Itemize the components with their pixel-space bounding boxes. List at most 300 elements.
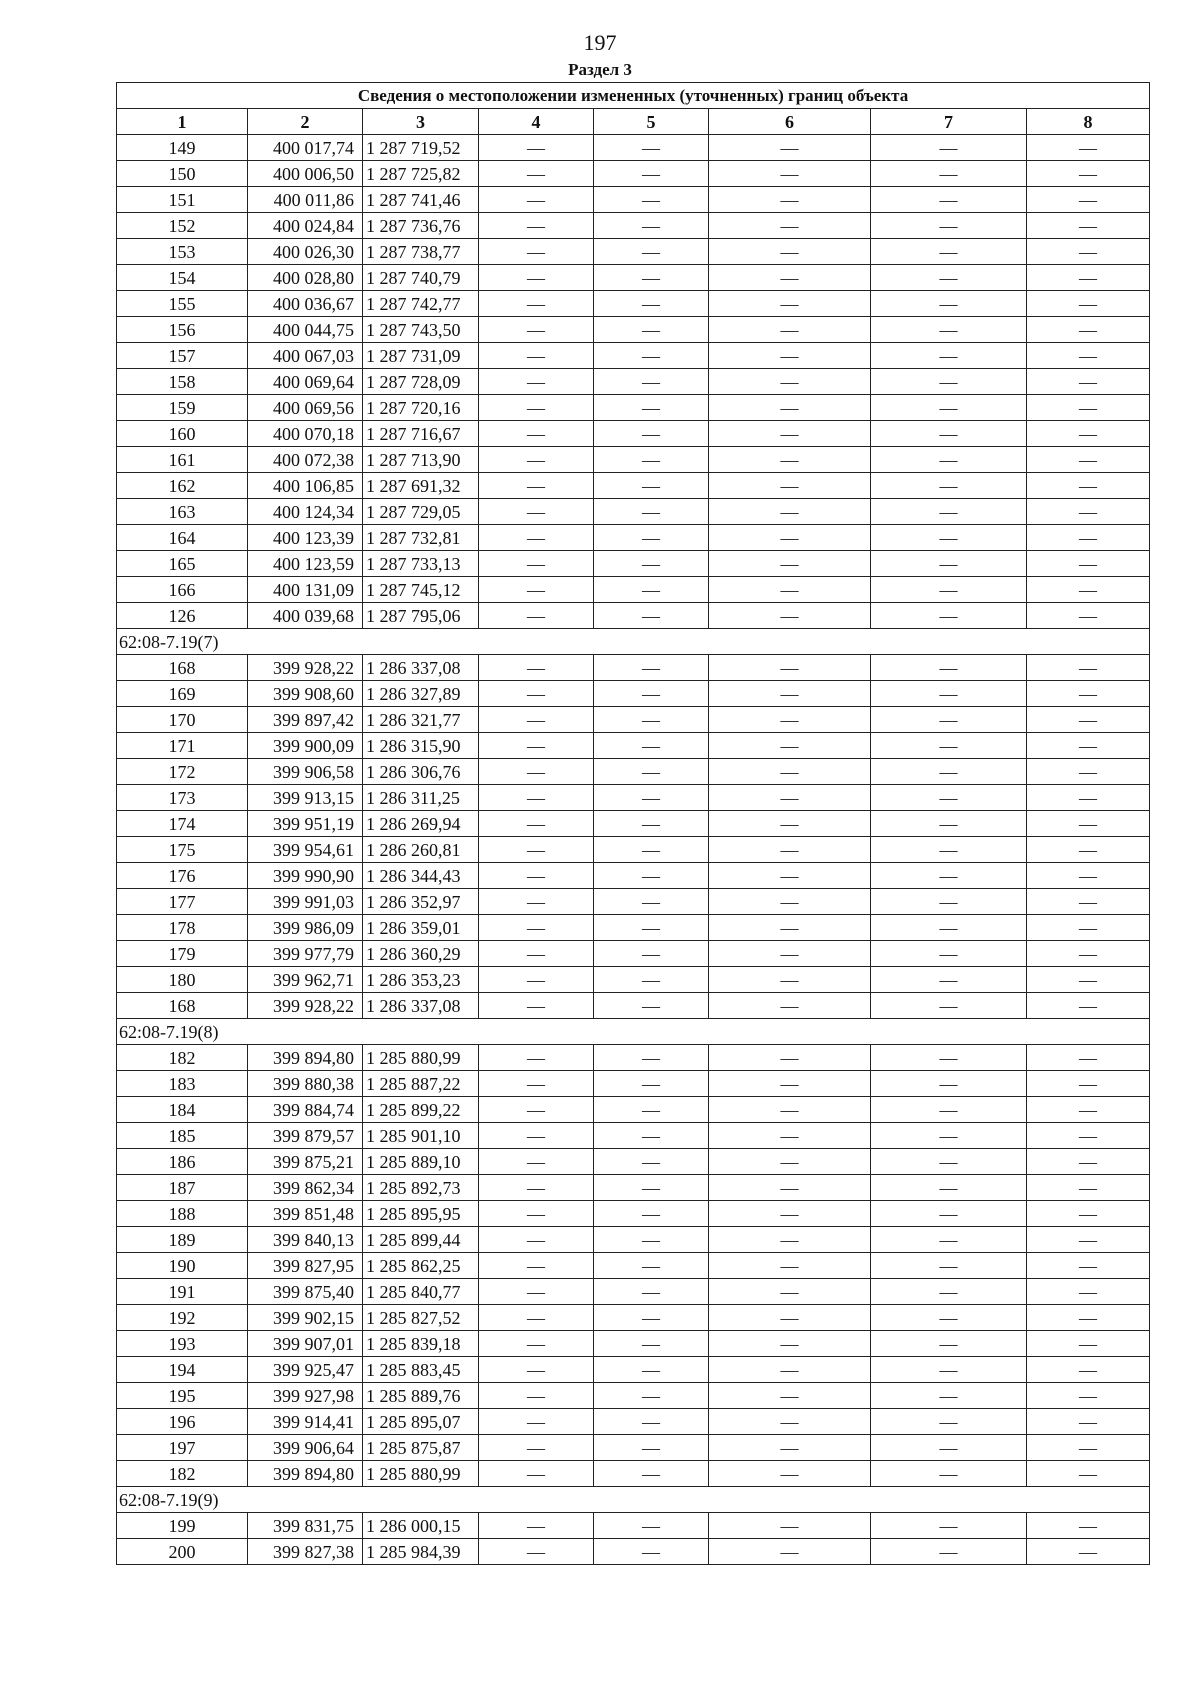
y-coordinate-cell: 1 287 742,77 bbox=[363, 291, 479, 317]
y-coordinate-cell: 1 286 344,43 bbox=[363, 863, 479, 889]
x-coordinate-cell: 399 894,80 bbox=[248, 1461, 363, 1487]
y-coordinate-cell: 1 287 731,09 bbox=[363, 343, 479, 369]
x-coordinate-cell: 400 006,50 bbox=[248, 161, 363, 187]
empty-value-cell: — bbox=[479, 1435, 594, 1461]
empty-value-cell: — bbox=[871, 265, 1027, 291]
y-coordinate-cell: 1 285 984,39 bbox=[363, 1539, 479, 1565]
x-coordinate-cell: 399 862,34 bbox=[248, 1175, 363, 1201]
empty-value-cell: — bbox=[594, 1175, 709, 1201]
empty-value-cell: — bbox=[1027, 837, 1150, 863]
empty-value-cell: — bbox=[479, 941, 594, 967]
y-coordinate-cell: 1 287 720,16 bbox=[363, 395, 479, 421]
group-label: 62:08-7.19(9) bbox=[117, 1487, 1150, 1513]
x-coordinate-cell: 399 827,38 bbox=[248, 1539, 363, 1565]
empty-value-cell: — bbox=[479, 1357, 594, 1383]
empty-value-cell: — bbox=[871, 1305, 1027, 1331]
table-row bbox=[117, 1253, 1150, 1279]
empty-value-cell: — bbox=[1027, 1383, 1150, 1409]
empty-value-cell: — bbox=[709, 1409, 871, 1435]
empty-value-cell: — bbox=[1027, 187, 1150, 213]
point-number-cell: 184 bbox=[117, 1097, 248, 1123]
empty-value-cell: — bbox=[871, 213, 1027, 239]
empty-value-cell: — bbox=[1027, 1461, 1150, 1487]
empty-value-cell: — bbox=[594, 603, 709, 629]
table-row bbox=[117, 1045, 1150, 1071]
point-number-cell: 182 bbox=[117, 1461, 248, 1487]
x-coordinate-cell: 400 106,85 bbox=[248, 473, 363, 499]
x-coordinate-cell: 399 897,42 bbox=[248, 707, 363, 733]
empty-value-cell: — bbox=[1027, 1201, 1150, 1227]
empty-value-cell: — bbox=[594, 681, 709, 707]
empty-value-cell: — bbox=[1027, 1409, 1150, 1435]
empty-value-cell: — bbox=[871, 1175, 1027, 1201]
group-row bbox=[117, 1487, 1150, 1513]
y-coordinate-cell: 1 285 889,10 bbox=[363, 1149, 479, 1175]
empty-value-cell: — bbox=[709, 161, 871, 187]
table-row bbox=[117, 1383, 1150, 1409]
empty-value-cell: — bbox=[871, 1149, 1027, 1175]
empty-value-cell: — bbox=[594, 213, 709, 239]
y-coordinate-cell: 1 285 883,45 bbox=[363, 1357, 479, 1383]
empty-value-cell: — bbox=[1027, 1357, 1150, 1383]
point-number-cell: 174 bbox=[117, 811, 248, 837]
point-number-cell: 177 bbox=[117, 889, 248, 915]
empty-value-cell: — bbox=[594, 1305, 709, 1331]
table-row bbox=[117, 369, 1150, 395]
table-row bbox=[117, 1201, 1150, 1227]
table-row bbox=[117, 603, 1150, 629]
empty-value-cell: — bbox=[594, 941, 709, 967]
empty-value-cell: — bbox=[479, 447, 594, 473]
x-coordinate-cell: 399 928,22 bbox=[248, 655, 363, 681]
y-coordinate-cell: 1 285 827,52 bbox=[363, 1305, 479, 1331]
y-coordinate-cell: 1 285 899,44 bbox=[363, 1227, 479, 1253]
y-coordinate-cell: 1 285 875,87 bbox=[363, 1435, 479, 1461]
empty-value-cell: — bbox=[594, 785, 709, 811]
empty-value-cell: — bbox=[479, 525, 594, 551]
x-coordinate-cell: 399 928,22 bbox=[248, 993, 363, 1019]
empty-value-cell: — bbox=[709, 915, 871, 941]
empty-value-cell: — bbox=[479, 1409, 594, 1435]
empty-value-cell: — bbox=[1027, 1097, 1150, 1123]
empty-value-cell: — bbox=[871, 941, 1027, 967]
table-row bbox=[117, 1175, 1150, 1201]
point-number-cell: 161 bbox=[117, 447, 248, 473]
empty-value-cell: — bbox=[1027, 1045, 1150, 1071]
y-coordinate-cell: 1 287 728,09 bbox=[363, 369, 479, 395]
table-row bbox=[117, 967, 1150, 993]
empty-value-cell: — bbox=[709, 1045, 871, 1071]
group-row bbox=[117, 1019, 1150, 1045]
empty-value-cell: — bbox=[479, 135, 594, 161]
empty-value-cell: — bbox=[709, 733, 871, 759]
empty-value-cell: — bbox=[479, 1513, 594, 1539]
empty-value-cell: — bbox=[479, 811, 594, 837]
x-coordinate-cell: 399 827,95 bbox=[248, 1253, 363, 1279]
y-coordinate-cell: 1 287 743,50 bbox=[363, 317, 479, 343]
point-number-cell: 162 bbox=[117, 473, 248, 499]
empty-value-cell: — bbox=[871, 473, 1027, 499]
empty-value-cell: — bbox=[594, 135, 709, 161]
point-number-cell: 163 bbox=[117, 499, 248, 525]
x-coordinate-cell: 400 072,38 bbox=[248, 447, 363, 473]
empty-value-cell: — bbox=[871, 239, 1027, 265]
empty-value-cell: — bbox=[871, 863, 1027, 889]
empty-value-cell: — bbox=[594, 447, 709, 473]
empty-value-cell: — bbox=[709, 473, 871, 499]
empty-value-cell: — bbox=[479, 681, 594, 707]
empty-value-cell: — bbox=[1027, 499, 1150, 525]
empty-value-cell: — bbox=[871, 343, 1027, 369]
point-number-cell: 191 bbox=[117, 1279, 248, 1305]
empty-value-cell: — bbox=[709, 1253, 871, 1279]
y-coordinate-cell: 1 285 899,22 bbox=[363, 1097, 479, 1123]
empty-value-cell: — bbox=[709, 551, 871, 577]
empty-value-cell: — bbox=[479, 707, 594, 733]
empty-value-cell: — bbox=[1027, 239, 1150, 265]
point-number-cell: 151 bbox=[117, 187, 248, 213]
point-number-cell: 171 bbox=[117, 733, 248, 759]
empty-value-cell: — bbox=[1027, 1253, 1150, 1279]
y-coordinate-cell: 1 287 736,76 bbox=[363, 213, 479, 239]
column-header-4: 4 bbox=[479, 109, 594, 135]
y-coordinate-cell: 1 286 337,08 bbox=[363, 655, 479, 681]
y-coordinate-cell: 1 286 360,29 bbox=[363, 941, 479, 967]
empty-value-cell: — bbox=[709, 343, 871, 369]
group-label: 62:08-7.19(7) bbox=[117, 629, 1150, 655]
y-coordinate-cell: 1 285 840,77 bbox=[363, 1279, 479, 1305]
table-row bbox=[117, 1409, 1150, 1435]
empty-value-cell: — bbox=[594, 187, 709, 213]
point-number-cell: 175 bbox=[117, 837, 248, 863]
empty-value-cell: — bbox=[709, 1123, 871, 1149]
empty-value-cell: — bbox=[1027, 1175, 1150, 1201]
empty-value-cell: — bbox=[594, 1383, 709, 1409]
empty-value-cell: — bbox=[709, 1279, 871, 1305]
empty-value-cell: — bbox=[871, 967, 1027, 993]
x-coordinate-cell: 400 036,67 bbox=[248, 291, 363, 317]
empty-value-cell: — bbox=[709, 889, 871, 915]
y-coordinate-cell: 1 286 306,76 bbox=[363, 759, 479, 785]
empty-value-cell: — bbox=[709, 291, 871, 317]
empty-value-cell: — bbox=[594, 1331, 709, 1357]
empty-value-cell: — bbox=[871, 1383, 1027, 1409]
empty-value-cell: — bbox=[709, 707, 871, 733]
y-coordinate-cell: 1 287 795,06 bbox=[363, 603, 479, 629]
x-coordinate-cell: 399 831,75 bbox=[248, 1513, 363, 1539]
table-row bbox=[117, 213, 1150, 239]
point-number-cell: 192 bbox=[117, 1305, 248, 1331]
empty-value-cell: — bbox=[871, 187, 1027, 213]
empty-value-cell: — bbox=[709, 1071, 871, 1097]
point-number-cell: 152 bbox=[117, 213, 248, 239]
empty-value-cell: — bbox=[594, 1279, 709, 1305]
empty-value-cell: — bbox=[709, 1435, 871, 1461]
x-coordinate-cell: 400 044,75 bbox=[248, 317, 363, 343]
point-number-cell: 160 bbox=[117, 421, 248, 447]
empty-value-cell: — bbox=[1027, 135, 1150, 161]
y-coordinate-cell: 1 286 321,77 bbox=[363, 707, 479, 733]
point-number-cell: 157 bbox=[117, 343, 248, 369]
empty-value-cell: — bbox=[594, 1435, 709, 1461]
y-coordinate-cell: 1 286 260,81 bbox=[363, 837, 479, 863]
point-number-cell: 176 bbox=[117, 863, 248, 889]
empty-value-cell: — bbox=[594, 967, 709, 993]
empty-value-cell: — bbox=[1027, 291, 1150, 317]
x-coordinate-cell: 399 991,03 bbox=[248, 889, 363, 915]
empty-value-cell: — bbox=[1027, 161, 1150, 187]
x-coordinate-cell: 400 123,39 bbox=[248, 525, 363, 551]
empty-value-cell: — bbox=[871, 759, 1027, 785]
coordinates-table bbox=[116, 82, 1150, 1565]
table-row bbox=[117, 655, 1150, 681]
empty-value-cell: — bbox=[479, 265, 594, 291]
y-coordinate-cell: 1 285 889,76 bbox=[363, 1383, 479, 1409]
empty-value-cell: — bbox=[709, 1305, 871, 1331]
empty-value-cell: — bbox=[479, 1461, 594, 1487]
empty-value-cell: — bbox=[709, 525, 871, 551]
empty-value-cell: — bbox=[871, 837, 1027, 863]
empty-value-cell: — bbox=[479, 655, 594, 681]
point-number-cell: 188 bbox=[117, 1201, 248, 1227]
empty-value-cell: — bbox=[1027, 863, 1150, 889]
section-title: Раздел 3 bbox=[568, 60, 632, 79]
empty-value-cell: — bbox=[1027, 447, 1150, 473]
empty-value-cell: — bbox=[479, 213, 594, 239]
x-coordinate-cell: 400 069,56 bbox=[248, 395, 363, 421]
x-coordinate-cell: 400 011,86 bbox=[248, 187, 363, 213]
y-coordinate-cell: 1 286 311,25 bbox=[363, 785, 479, 811]
empty-value-cell: — bbox=[871, 161, 1027, 187]
y-coordinate-cell: 1 287 716,67 bbox=[363, 421, 479, 447]
empty-value-cell: — bbox=[871, 395, 1027, 421]
empty-value-cell: — bbox=[1027, 577, 1150, 603]
point-number-cell: 182 bbox=[117, 1045, 248, 1071]
empty-value-cell: — bbox=[709, 1227, 871, 1253]
empty-value-cell: — bbox=[709, 1513, 871, 1539]
empty-value-cell: — bbox=[479, 967, 594, 993]
empty-value-cell: — bbox=[871, 1227, 1027, 1253]
empty-value-cell: — bbox=[1027, 1123, 1150, 1149]
empty-value-cell: — bbox=[479, 317, 594, 343]
empty-value-cell: — bbox=[479, 499, 594, 525]
empty-value-cell: — bbox=[871, 655, 1027, 681]
empty-value-cell: — bbox=[871, 577, 1027, 603]
empty-value-cell: — bbox=[1027, 1227, 1150, 1253]
x-coordinate-cell: 399 894,80 bbox=[248, 1045, 363, 1071]
table-row bbox=[117, 473, 1150, 499]
empty-value-cell: — bbox=[709, 759, 871, 785]
empty-value-cell: — bbox=[479, 837, 594, 863]
table-row bbox=[117, 1435, 1150, 1461]
empty-value-cell: — bbox=[594, 525, 709, 551]
group-label: 62:08-7.19(8) bbox=[117, 1019, 1150, 1045]
table-row bbox=[117, 161, 1150, 187]
point-number-cell: 199 bbox=[117, 1513, 248, 1539]
empty-value-cell: — bbox=[709, 967, 871, 993]
table-row bbox=[117, 447, 1150, 473]
empty-value-cell: — bbox=[594, 577, 709, 603]
empty-value-cell: — bbox=[594, 1513, 709, 1539]
table-row bbox=[117, 1149, 1150, 1175]
empty-value-cell: — bbox=[709, 447, 871, 473]
point-number-cell: 159 bbox=[117, 395, 248, 421]
point-number-cell: 153 bbox=[117, 239, 248, 265]
column-header-6: 6 bbox=[709, 109, 871, 135]
table-row bbox=[117, 421, 1150, 447]
x-coordinate-cell: 399 914,41 bbox=[248, 1409, 363, 1435]
y-coordinate-cell: 1 287 691,32 bbox=[363, 473, 479, 499]
empty-value-cell: — bbox=[709, 187, 871, 213]
empty-value-cell: — bbox=[594, 1201, 709, 1227]
empty-value-cell: — bbox=[479, 785, 594, 811]
point-number-cell: 155 bbox=[117, 291, 248, 317]
y-coordinate-cell: 1 285 880,99 bbox=[363, 1045, 479, 1071]
table-row bbox=[117, 889, 1150, 915]
y-coordinate-cell: 1 286 315,90 bbox=[363, 733, 479, 759]
point-number-cell: 126 bbox=[117, 603, 248, 629]
empty-value-cell: — bbox=[709, 1331, 871, 1357]
empty-value-cell: — bbox=[479, 551, 594, 577]
y-coordinate-cell: 1 287 732,81 bbox=[363, 525, 479, 551]
empty-value-cell: — bbox=[594, 993, 709, 1019]
empty-value-cell: — bbox=[479, 1383, 594, 1409]
point-number-cell: 197 bbox=[117, 1435, 248, 1461]
point-number-cell: 169 bbox=[117, 681, 248, 707]
empty-value-cell: — bbox=[709, 499, 871, 525]
y-coordinate-cell: 1 287 733,13 bbox=[363, 551, 479, 577]
empty-value-cell: — bbox=[709, 1357, 871, 1383]
table-row bbox=[117, 395, 1150, 421]
point-number-cell: 158 bbox=[117, 369, 248, 395]
x-coordinate-cell: 399 990,90 bbox=[248, 863, 363, 889]
empty-value-cell: — bbox=[709, 395, 871, 421]
point-number-cell: 149 bbox=[117, 135, 248, 161]
empty-value-cell: — bbox=[1027, 1539, 1150, 1565]
x-coordinate-cell: 400 024,84 bbox=[248, 213, 363, 239]
empty-value-cell: — bbox=[594, 1357, 709, 1383]
y-coordinate-cell: 1 287 719,52 bbox=[363, 135, 479, 161]
empty-value-cell: — bbox=[709, 1175, 871, 1201]
empty-value-cell: — bbox=[479, 473, 594, 499]
table-row bbox=[117, 785, 1150, 811]
point-number-cell: 179 bbox=[117, 941, 248, 967]
empty-value-cell: — bbox=[709, 1383, 871, 1409]
table-row bbox=[117, 239, 1150, 265]
empty-value-cell: — bbox=[1027, 1149, 1150, 1175]
y-coordinate-cell: 1 285 880,99 bbox=[363, 1461, 479, 1487]
empty-value-cell: — bbox=[1027, 1279, 1150, 1305]
empty-value-cell: — bbox=[871, 1201, 1027, 1227]
point-number-cell: 200 bbox=[117, 1539, 248, 1565]
table-row bbox=[117, 733, 1150, 759]
empty-value-cell: — bbox=[479, 759, 594, 785]
empty-value-cell: — bbox=[871, 1123, 1027, 1149]
empty-value-cell: — bbox=[709, 135, 871, 161]
empty-value-cell: — bbox=[1027, 525, 1150, 551]
empty-value-cell: — bbox=[1027, 681, 1150, 707]
y-coordinate-cell: 1 286 352,97 bbox=[363, 889, 479, 915]
empty-value-cell: — bbox=[871, 499, 1027, 525]
table-row bbox=[117, 525, 1150, 551]
empty-value-cell: — bbox=[709, 681, 871, 707]
empty-value-cell: — bbox=[479, 1253, 594, 1279]
empty-value-cell: — bbox=[709, 369, 871, 395]
empty-value-cell: — bbox=[1027, 369, 1150, 395]
empty-value-cell: — bbox=[871, 707, 1027, 733]
empty-value-cell: — bbox=[709, 1461, 871, 1487]
empty-value-cell: — bbox=[479, 1279, 594, 1305]
table-row bbox=[117, 1305, 1150, 1331]
empty-value-cell: — bbox=[1027, 941, 1150, 967]
empty-value-cell: — bbox=[1027, 421, 1150, 447]
x-coordinate-cell: 399 902,15 bbox=[248, 1305, 363, 1331]
empty-value-cell: — bbox=[594, 1539, 709, 1565]
empty-value-cell: — bbox=[709, 603, 871, 629]
empty-value-cell: — bbox=[479, 993, 594, 1019]
table-row bbox=[117, 941, 1150, 967]
empty-value-cell: — bbox=[479, 733, 594, 759]
empty-value-cell: — bbox=[594, 655, 709, 681]
x-coordinate-cell: 399 880,38 bbox=[248, 1071, 363, 1097]
y-coordinate-cell: 1 287 740,79 bbox=[363, 265, 479, 291]
x-coordinate-cell: 399 906,64 bbox=[248, 1435, 363, 1461]
empty-value-cell: — bbox=[594, 1409, 709, 1435]
empty-value-cell: — bbox=[594, 395, 709, 421]
empty-value-cell: — bbox=[709, 1201, 871, 1227]
empty-value-cell: — bbox=[1027, 551, 1150, 577]
y-coordinate-cell: 1 285 895,07 bbox=[363, 1409, 479, 1435]
table-row bbox=[117, 499, 1150, 525]
empty-value-cell: — bbox=[594, 473, 709, 499]
empty-value-cell: — bbox=[594, 265, 709, 291]
group-row bbox=[117, 629, 1150, 655]
empty-value-cell: — bbox=[871, 421, 1027, 447]
empty-value-cell: — bbox=[479, 1097, 594, 1123]
empty-value-cell: — bbox=[871, 681, 1027, 707]
empty-value-cell: — bbox=[1027, 603, 1150, 629]
empty-value-cell: — bbox=[1027, 1331, 1150, 1357]
empty-value-cell: — bbox=[594, 1227, 709, 1253]
empty-value-cell: — bbox=[1027, 317, 1150, 343]
empty-value-cell: — bbox=[594, 343, 709, 369]
x-coordinate-cell: 400 124,34 bbox=[248, 499, 363, 525]
table-row bbox=[117, 343, 1150, 369]
point-number-cell: 173 bbox=[117, 785, 248, 811]
x-coordinate-cell: 400 017,74 bbox=[248, 135, 363, 161]
x-coordinate-cell: 399 884,74 bbox=[248, 1097, 363, 1123]
table-row bbox=[117, 1357, 1150, 1383]
empty-value-cell: — bbox=[479, 577, 594, 603]
empty-value-cell: — bbox=[479, 1071, 594, 1097]
empty-value-cell: — bbox=[871, 1461, 1027, 1487]
empty-value-cell: — bbox=[479, 343, 594, 369]
empty-value-cell: — bbox=[871, 785, 1027, 811]
x-coordinate-cell: 400 039,68 bbox=[248, 603, 363, 629]
empty-value-cell: — bbox=[594, 369, 709, 395]
x-coordinate-cell: 399 875,40 bbox=[248, 1279, 363, 1305]
table-row bbox=[117, 1461, 1150, 1487]
y-coordinate-cell: 1 285 862,25 bbox=[363, 1253, 479, 1279]
empty-value-cell: — bbox=[479, 1045, 594, 1071]
empty-value-cell: — bbox=[1027, 473, 1150, 499]
empty-value-cell: — bbox=[1027, 265, 1150, 291]
table-row bbox=[117, 811, 1150, 837]
table-row bbox=[117, 265, 1150, 291]
x-coordinate-cell: 399 908,60 bbox=[248, 681, 363, 707]
y-coordinate-cell: 1 287 738,77 bbox=[363, 239, 479, 265]
empty-value-cell: — bbox=[594, 317, 709, 343]
